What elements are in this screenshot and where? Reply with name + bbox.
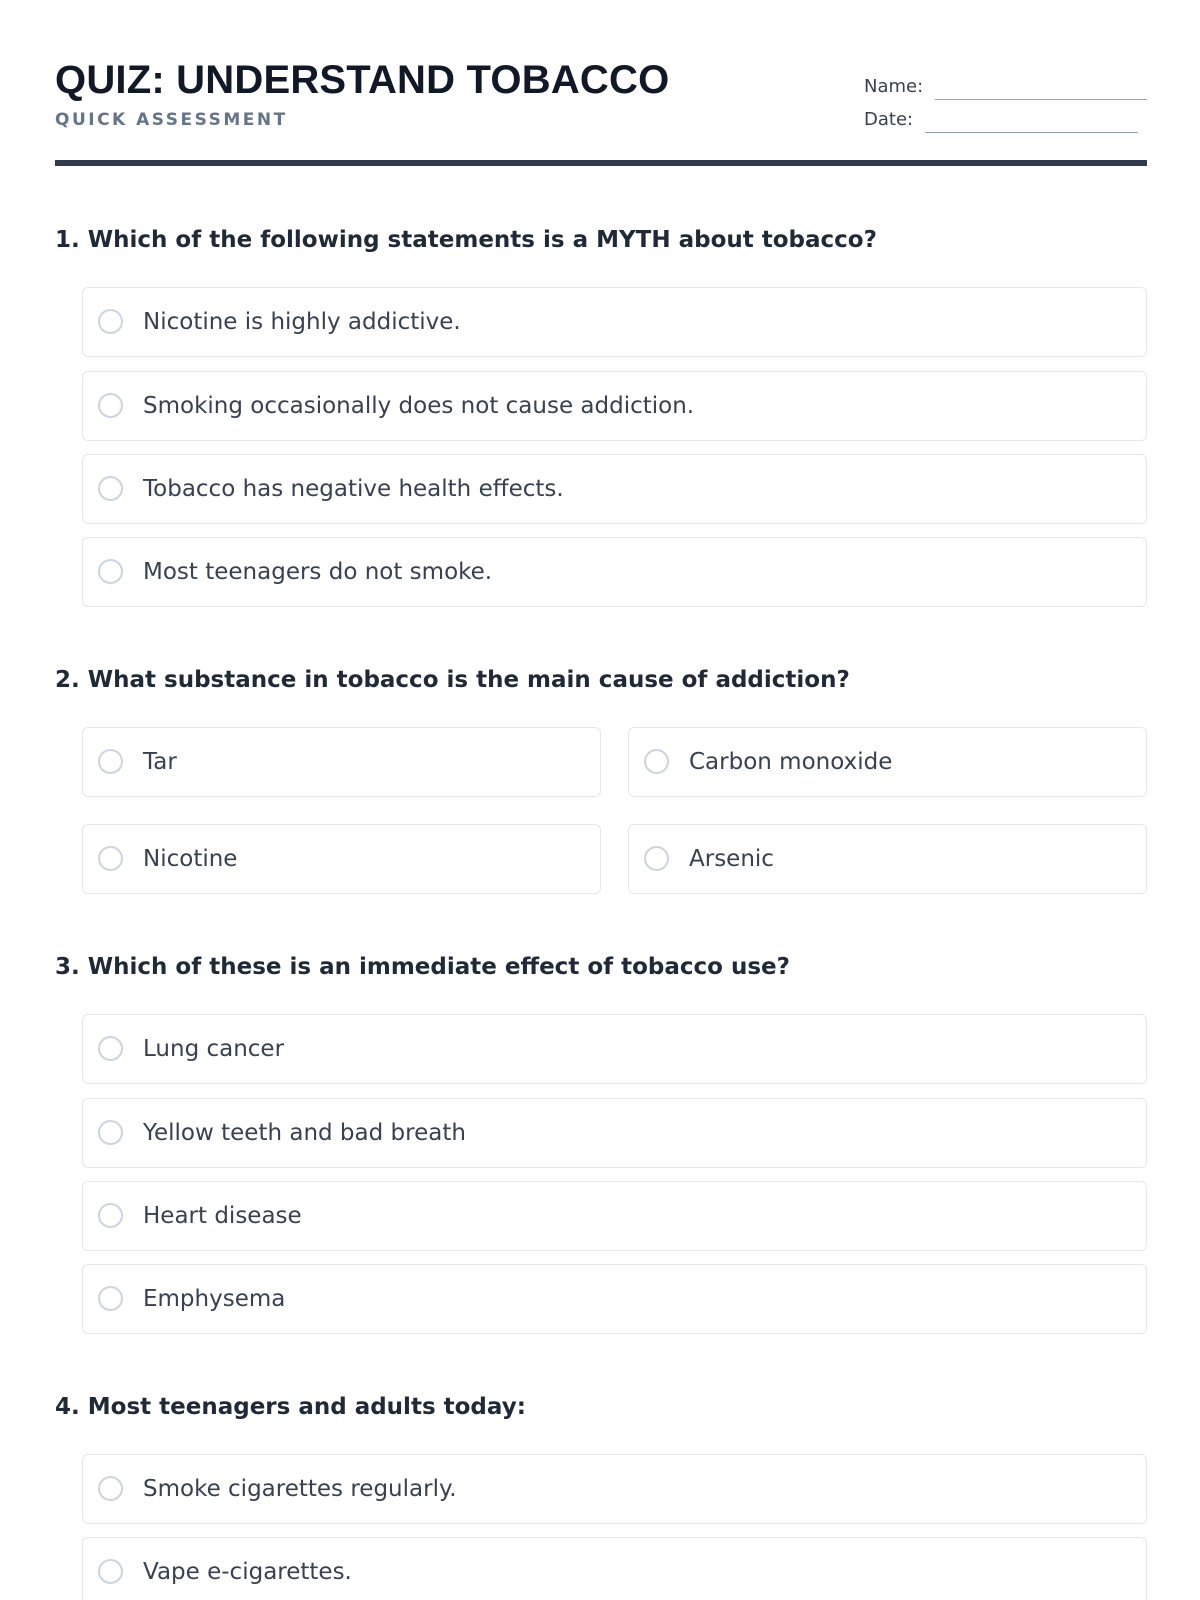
date-label: Date: — [864, 109, 914, 130]
quiz-header — [55, 0, 1147, 168]
q1-option-c-label: Tobacco has negative health effects. — [143, 476, 564, 502]
q2-option-a-label: Tar — [143, 749, 177, 775]
question-1-text: Which of the following statements is a MYTH about tobacco? — [87, 227, 877, 253]
radio-button-icon[interactable] — [98, 1036, 123, 1061]
radio-button-icon[interactable] — [98, 1120, 123, 1145]
q2-option-b[interactable] — [628, 727, 1147, 797]
radio-button-icon[interactable] — [98, 846, 123, 871]
q2-option-d-label: Arsenic — [689, 846, 774, 872]
q4-option-a-label: Smoke cigarettes regularly. — [143, 1476, 457, 1502]
q2-option-c-label: Nicotine — [143, 846, 238, 872]
q4-option-a[interactable] — [82, 1454, 1147, 1524]
page-title: QUIZ: UNDERSTAND TOBACCO — [55, 58, 670, 102]
radio-button-icon[interactable] — [644, 749, 669, 774]
page-subtitle: QUICK ASSESSMENT — [55, 110, 288, 130]
question-4-text: Most teenagers and adults today: — [87, 1394, 526, 1420]
q3-option-c[interactable] — [82, 1181, 1147, 1251]
q1-option-a[interactable] — [82, 287, 1147, 357]
q3-option-a-label: Lung cancer — [143, 1036, 285, 1062]
radio-button-icon[interactable] — [98, 1476, 123, 1501]
q2-option-a[interactable] — [82, 727, 601, 797]
q2-option-b-label: Carbon monoxide — [689, 749, 893, 775]
q4-option-b[interactable] — [82, 1537, 1147, 1600]
q1-option-d[interactable] — [82, 537, 1147, 607]
header-divider — [55, 160, 1147, 166]
question-1-number: 1. — [55, 227, 80, 253]
q3-option-d-label: Emphysema — [143, 1286, 286, 1312]
radio-button-icon[interactable] — [98, 749, 123, 774]
radio-button-icon[interactable] — [644, 846, 669, 871]
quiz-page — [55, 0, 1147, 1600]
radio-button-icon[interactable] — [98, 1203, 123, 1228]
date-field[interactable] — [925, 132, 1138, 133]
question-4-number: 4. — [55, 1394, 80, 1420]
q3-option-b-label: Yellow teeth and bad breath — [143, 1120, 466, 1146]
radio-button-icon[interactable] — [98, 393, 123, 418]
q1-option-c[interactable] — [82, 454, 1147, 524]
radio-button-icon[interactable] — [98, 476, 123, 501]
q1-option-a-label: Nicotine is highly addictive. — [143, 309, 461, 335]
question-1-title — [55, 226, 877, 254]
radio-button-icon[interactable] — [98, 1559, 123, 1584]
question-3-number: 3. — [55, 954, 80, 980]
q2-option-c[interactable] — [82, 824, 601, 894]
radio-button-icon[interactable] — [98, 309, 123, 334]
q2-option-d[interactable] — [628, 824, 1147, 894]
q3-option-a[interactable] — [82, 1014, 1147, 1084]
q1-option-b[interactable] — [82, 371, 1147, 441]
radio-button-icon[interactable] — [98, 1286, 123, 1311]
name-label: Name: — [864, 76, 924, 97]
q3-option-c-label: Heart disease — [143, 1203, 302, 1229]
q3-option-b[interactable] — [82, 1098, 1147, 1168]
radio-button-icon[interactable] — [98, 559, 123, 584]
question-2-title — [55, 666, 850, 694]
q3-option-d[interactable] — [82, 1264, 1147, 1334]
question-3-text: Which of these is an immediate effect of tobacco use? — [87, 954, 790, 980]
question-2-text: What substance in tobacco is the main cause of addiction? — [87, 667, 850, 693]
question-3-title — [55, 953, 790, 981]
q1-option-d-label: Most teenagers do not smoke. — [143, 559, 493, 585]
question-4-title — [55, 1393, 526, 1421]
question-2-number: 2. — [55, 667, 80, 693]
q1-option-b-label: Smoking occasionally does not cause addiction. — [143, 393, 695, 419]
name-field[interactable] — [935, 99, 1147, 100]
q4-option-b-label: Vape e-cigarettes. — [143, 1559, 352, 1585]
